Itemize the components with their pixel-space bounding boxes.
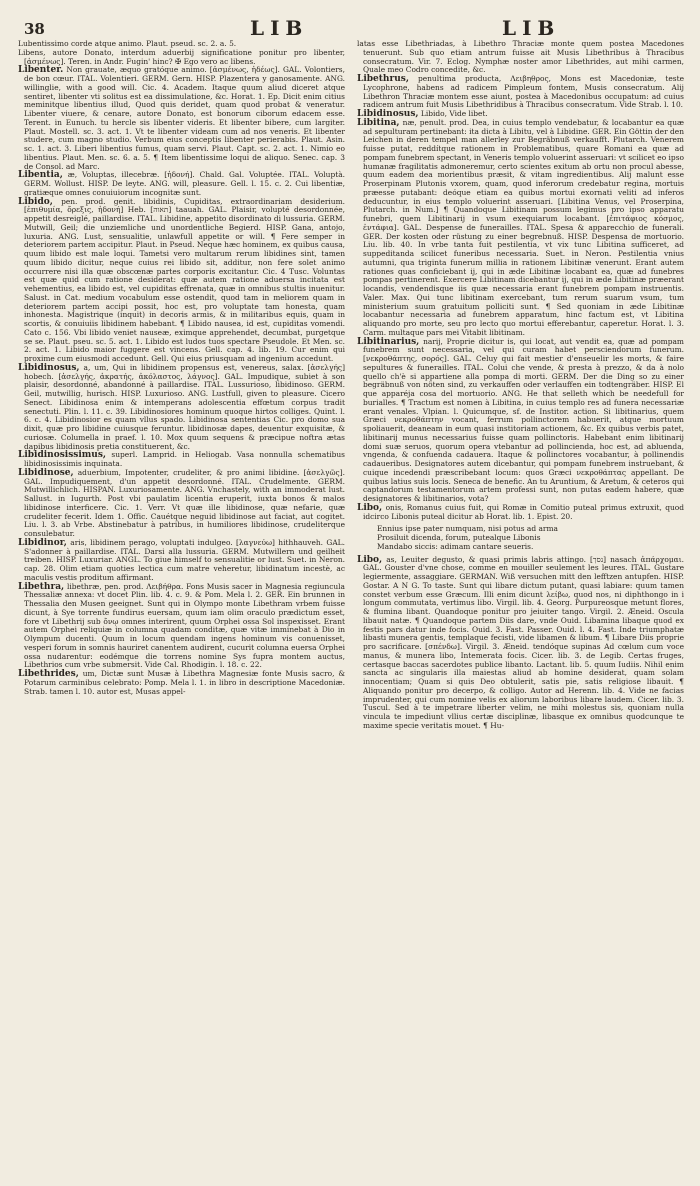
- dictionary-entry: [357, 119, 684, 338]
- entry-text: narij, Proprie dicitur is, qui locat, aut vendit ea, quæ ad pompam funebrem sunt necessaria, vel qui curam habet persciendorum funerum. [νεκροθάπτης, σορός]. GAL. Celuy qui fait mestier d'enseuelir les morts, & faire sepultures & funerailles. ITAL. Colui che vende, & presta à prezzo, & da à nolo quello ch'è si appartiene alla pompa di morti. GERM. Der die Ding so zu einer begräbnuß von nöten sind, zu verkauffen oder verlauffen ein todtengräber. HISP. El que apparéja cosa del mortuorio. ANG. He that selleth which be needefull for burialles. ¶ Tractum est nomen à Libitina, in cuius templo res ad funera necessariæ erant venales. Vlpian. l. Quicumque, sf. de Institor. action. Si libitinarius, quem Græci νεκροθάπτην vocant, ferrum pollinctorem habuerit, atque mortuum spoliauerit, deaneam in eum quasi institoriam actionem, &c. Ex quibus verbis patet, libitinarij munus necessarius fuisse quam pollinctoris. Habebant enim libitinarij domi suæ seruos, quorum opera vtebantur ad pollincienda, hoc est, ad abluenda, vngenda, & confuenda cadauera. Itaque & pollinctores vocabantur, à pollinendis cadaueribus. Designatores autem dicebantur, qui pompam funebrem instruebant, & cuique incedendi præscribebant locum: quos Græci νεκροθάπτας appellant. De quibus latius suis locis. Seneca de benefic. An tu Aruntium, & Aretum, & ceteros qui captandorum testamentorum artem professi sunt, non putas eadem habere, quæ designatores & libitinarios, vota?: [363, 336, 684, 503]
- entry-text: superl. Lamprid. in Heliogab. Vasa nonnulla schematibus libidinosissimis inquinata.: [24, 450, 345, 468]
- entry-headword: Libidinosus,: [18, 362, 80, 373]
- entry-text: pen. prod. genit. libidinis, Cupiditas, extraordinariam desiderium. [ἐπιθυμία, ὄρεξις, ἡδονή] Heb. [תאוה] taauah. GAL. Plaisir, volupté desordonnée, appetit desreiglé, paillardise. ITAL. Libidine, appetito disordinato di lussuria. GERM. Mutwill, Geil; die unziemliche und unordentliche Begierd. HISP. Gana, antojo, luxuria. ANG. Lust, sensualitie, unlawfull appetite or will. ¶ Fere semper in deteriorem partem accipitur. Plaut. in Pseud. Neque hæc hominem, ex quibus causa, quum libido est male loqui. Tametsi vero multarum rerum libidines sint, tamen quum libido dicitur, neque cuius rei libido sit, additur, non fere solet animo occurrere nisi illa quæ obscœnæ partes corporis excitantur. Cic. 4 Tusc. Voluntas est quæ quid cum ratione desiderat: quæ autem ratione aduersa incitata est vehementius, ea libido est, vel cupiditas effrenata, quæ in omnibus stultis inuenitur. Salust. in Cat. medium vocabulum esse ostendit, quod tam in meliorem quam in deteriorem partem accipi possit, hoc est, pro voluptate tam honesta, quam inhonesta. Magistrique (inquit) in decoris armis, & in militaribus equis, quam in scortis, & conuiuiis libidinem habebant. ¶ Libido nausea, id est, cupiditas vomendi. Cato c. 156. Vbi libido veniet nauseæ, eximque apprehendet, decumbat, purgetque se se. Plaut. pseu. sc. 5. act. 1. Libido est ludos tuos spectare Pseudole. Et Men. sc. 2. act. 1. Libido maior fuggere est vincens. Gell. cap. 4. lib. 19. Cur enim qui proxime cum eiusmodi accedunt. Gell. Qui eius priusquam ad ingenium accedunt.: [24, 196, 345, 363]
- entry-text: Lubentissimo corde atque animo. Plaut. pseud. sc. 2. a. 5.: [18, 40, 237, 48]
- entry-text: æ, Voluptas, illecebræ. [ἡδονή]. Chald. Gal. Voluptée. ITAL. Voluptà. GERM. Wollust. HISP. De leyte. ANG. will, pleasure. Gell. l. 15. c. 2. Cui libentiæ, gratiæque omnes conuiuiorum incognitæ sunt.: [24, 170, 345, 197]
- entry-headword: Libethrides,: [18, 669, 79, 679]
- entry-headword: Libidinosissimus,: [18, 450, 107, 461]
- dictionary-entry: [18, 171, 345, 197]
- entry-headword: Libitina,: [357, 117, 400, 128]
- dictionary-entry: [18, 670, 345, 696]
- entry-headword: Libo,: [357, 502, 383, 513]
- dictionary-entry: [357, 338, 684, 504]
- right-column: [357, 40, 684, 1170]
- running-head-right: LIB: [502, 16, 561, 40]
- entry-text: as, Leuiter degusto, & quasi primis labris attingo. [נסך] nasach ἀπάρχομαι. GAL. Gouster d'vne chose, comme en mouiller seulement les leures. ITAL. Gustare legiermente, assaggiare. GERMAN. Wiß versuchen mitt den lefftzen antupfen. HISP. Gostar. A N G. To taste. Sunt qui libare dictum putant, quasi labiare: quum tamen constet verbum esse Græcum. Illi enim dicunt λείβω, quod nos, ni diphthongo in i longum commutata, vertimus libo. Virgil. lib. 4. Georg. Purpureosque metunt flores, & flumina libant. Quandoque ponitur pro jeiuiter tango. Virgil. 2. Æneid. Oscula libauit natæ. ¶ Quandoque partem Diis dare, vnde Ouid. Libamina libaque quod ex festis pars datur inde focis. Ouid. 3. Fast. Passer. Ouid. l. 4. Fast. Inde triumphatæ libasti munera gentis, templaque fecisti, vide libamen & libum. ¶ Libare Diis proprie pro sacrificare. [σπένδω]. Virgil. 3. Æneid. tendóque supinas Ad cœlum cum voce manus, & munera libo, Intemerata focis. Cicer. lib. 3. de Legib. Certas fruges, certasque baccas sacerdotes publice libanto. Lactant. lib. 5. quum Iudiis. Nihil enim sancta ac singularis illa maiestas aliud ab homine desiderat, quam solam innocentiam; Quam si quis Deo obtulerit, satis pie, satis religiose libauit. ¶ Aliquando ponitur pro decerpo, & colligo. Autor ad Herenn. lib. 4. Vide ne facias imprudenter, qui cum nomine velis ex aliorum laboribus libare laudem. Cicer. lib. 3. Tuscul. Sed à te impetrare liberter velim, ne mihi molestus sis, quoniam nulla vincula te impediunt vllius certæ disciplinæ, libasque ex omnibus quodcunque te maxime specie veritatis mouet. ¶ Hu-: [363, 554, 684, 730]
- entry-text: um, Dictæ sunt Musæ à Libethra Magnesiæ fonte Musis sacro, & Potarum carminibus celebrato: Pomp. Mela l. 1. in libro in descriptione Macedoniæ. Strab. tamen l. 10. autor est, Musas appel-: [24, 669, 345, 696]
- dictionary-entry: [357, 75, 684, 110]
- dictionary-entry: [357, 40, 684, 75]
- entry-text: Libens, autore Donato, interdum aduerbij significatione ponitur pro libenter, [ἀσμένως]. Teren. in Andr. Fugin' hinc? ✠ Ego vero ac libens.: [18, 47, 345, 66]
- dictionary-entry: [18, 539, 345, 583]
- entry-text: onis, Romanus cuius fuit, qui Romæ in Comitio puteal primus extruxit, quod idcirco Libonis puteal dicitur ab Horat. lib. 1. Epist. 20.: [363, 502, 684, 521]
- dictionary-entry: [18, 49, 345, 67]
- entry-headword: Libidinor,: [18, 537, 67, 548]
- entry-text: Libido, Vide libet.: [420, 109, 488, 118]
- entry-headword: Libidinosus,: [357, 109, 419, 119]
- entry-headword: Libethrus,: [357, 74, 409, 84]
- entry-text: aris, libidinem perago, voluptati indulgeo. [λαγνεύω] hithhauveh. GAL. S'adonner à paillardise. ITAL. Darsi alla lussuria. GERM. Mutwillern und geilheit treiben. HISP. Luxuriar. ANGL. To giue himself to sensualitie or lust. Suet. in Neron. cap. 28. Olim etiam quoties lectica cum matre veheretur, libidinatum incestè, ac maculis vestis proditum affirmant.: [24, 537, 345, 582]
- dictionary-entry: [357, 504, 684, 522]
- page-header: [18, 14, 684, 40]
- dictionary-entry: [18, 364, 345, 452]
- page-number: 38: [24, 20, 45, 38]
- entry-headword: Libitinarius,: [357, 336, 420, 347]
- entry-headword: Libenter.: [18, 65, 64, 76]
- entry-headword: Libo,: [357, 554, 383, 565]
- entry-text: penultima producta, Λειβηθρος, Mons est Macedoniæ, teste Lycophrone, habens ad radicem Pimpleum fontem, Musis consecratum. Alij Libethron Thraciæ montem esse aiunt, postea à Macedonibus occupatum: ad cuius radicem antrum fuit Musis Libethridibus à Thracibus consecratum. Vide Strab. l. 10.: [363, 74, 684, 110]
- dictionary-entry: [18, 469, 345, 539]
- entry-headword: Libentia,: [18, 170, 63, 181]
- entry-text: næ, penult. prod. Dea, in cuius templo vendebatur, & locabantur ea quæ ad sepulturam pertinebant: ita dicta à Libitu, vel à Libidine. GER. Ein Göttin der den Leichen in deren tempel man allerley zur Begräbnuß verkaufft. Plutarch. Venerem fuisse putat, reddítque rationem in Problematibus, quare Romani ea quæ ad pompam funebrem spectant, in Veneris templo voluerint asseruari: vt scilicet eo ipso humanæ fragilitatis admoneremur, certo scientes exitum ab ortu non procul abesse, quum eadem dea morientibus præsit, & vitam ingredientibus. Alij malunt esse Proserpinam Plutonis vxorem, quam, quod inferorum credebatur regina, mortuis præesse putabant: deóque etiam ea quibus mortui exornati veliti ad inferos deducuntur, in eius templo voluerint asseruari. [Libitina Venus, vel Proserpina, Plutarch. in Num.] ¶ Quandoque Libitinam possum legimus pro ipso apparatu funebri, quem Libitinarij in vsum exequiarum locabant. [ἐπιτάφιος κόσμος, ἐντάφια]. GAL. Despense de funerailles. ITAL. Spesa & apparecchio de funerali. GER. Der kosten oder rüstung zu einer begrebnuß. HISP. Despensa de mortuorio. Liu. lib. 40. In vrbe tanta fuit pestilentia, vt vix tunc Libitina sufficeret, ad suppeditanda scilicet funeribus necessaria. Suet. in Neron. Pestilentia vnius autumni, qua triginta funerum millia in rationem Libitinæ venerunt. Erant autem rationes quas conficiebant ij, qui in æde Libitinæ locabant ea, quæ ad funebres pompas pertinerent. Exercere Libitinam dicebantur ij, qui in æde Libitinæ præerant locandis, vendendisque iis quæ necessaria erant funebrem pompam instruentis. Valer. Max. Qui tunc libitinam exercebant, tum rerum suarum vsum, tum ministerium suum gratuitum polliciti sunt. ¶ Sed quoniam in æde Libitinæ locabantur necessaria ad funebrem apparatum, hinc factum est, vt Libitina aliquando pro morte, seu pro lecto quo mortui efferebantur, caperetur. Horat. l. 3. Carm. multaque pars mei Vitabit libitinam.: [363, 117, 684, 337]
- dictionary-entry: [18, 451, 345, 469]
- entry-text: a, um, Qui in libidinem propensus est, venereus, salax. [ἀσελγής] hobech. [ἀσελγής, ἀκρατής, ἀκόλαστος, λάγνος]. GAL. Impudique, subiet à son plaisir, desordonné, abandonné à paillardise. ITAL. Lussurioso, libidinoso. GERM. Geil, mutwillig, hurisch. HISP. Luxurioso. ANG. Lustfull, given to pleasure. Cicero Senect. Libidinosa enim & intemperans adolescentia effœtum corpus tradit senectuti. Plin. l. 11. c. 39. Libidinosiores hominum quoque hirtos colliges. Quint. l. 6. c. 4. Libidinosior es quam vllus spado. Libidinosa sententias Cic. pro domo sua dixit, quæ pro libidine cuiusque feruntur. libidinosæ dapes, deuentur exquisitæ, & curiosæ. Columella in praef. l. 10. Mox quum sequens & præcipue noftra ætas dapibus libidinosis pretia constituerent, &c.: [24, 362, 345, 451]
- entry-headword: Libethra,: [18, 581, 65, 592]
- dictionary-entry: [18, 583, 345, 671]
- dictionary-entry: [18, 66, 345, 171]
- entry-headword: Libidinose,: [18, 467, 74, 478]
- dictionary-entry: [357, 556, 684, 731]
- dictionary-entry: [18, 198, 345, 364]
- entry-text: latas esse Libethriadas, à Libethro Thraciæ monte quem postea Macedones tenuerunt. Sub quo etiam antrum fuisse ait Musis Libethribus à Thracibus consecratum. Vir. 7. Eclog. Nymphæ noster amor Libethrides, aut mihi carmen, Quale meo Codro concedite, &c.: [357, 40, 684, 75]
- left-column: [18, 40, 345, 1170]
- verse-quotation: Ennius ipse pater numquam, nisi potus ad arma Prosiluit dicenda, forum, putealque Libonis Mandabo siccis: adimam cantare seueris.: [377, 524, 558, 551]
- running-head-left: LIB: [250, 16, 309, 40]
- entry-text: aduerbium, Impotenter, crudeliter, & pro animi libidine. [ἀσελγῶς]. GAL. Impudiquement, d'un appetit desordonné. ITAL. Crudelmente. GERM. Mutwillichlich. HISPAN. Luxuriosamente. ANG. Vnchastely, with an immoderat lust. Sallust. in Iugurth. Post vbi paulatim licentia eruperit, iuxta bonos & malos libidinose interficere. Cic. 1. Verr. Vt quæ ille libidinose, quæ nefarie, quæ crudeliter fecerit. Idem 1. Offic. Cauétque neguid libidinose aut faciat, aut cogitet. Liu. l. 3. ab Vrbe. Abstinebatur à patribus, in humiliores libidinose, crudeliterque consulebatur.: [24, 467, 345, 538]
- entry-text: Non grauate, æquo gratóque animo. [ἀσμένως, ἡδέως]. GAL. Volontiers, de bon cœur. ITAL. Volentieri. GERM. Gern. HISP. Plazentera y ganosamente. ANG. willinglie, with a good will. Cic. 4. Academ. Itaque quum aliud diceret atque sentiret, libenter vti solitus est ea dissimulatione, &c. Horat. 1. Ep. Dicit enim citius meminitque libentius illud, Quod quis deridet, quam quod probat & veneratur. Libenter viuere, & cenare, autore Donato, est bonorum ciborum edacem esse. Terent. in Eunuch. tu hercle sis libenter videris. Et libenter bibere, cum largiter. Plaut. Mostell. sc. 3. act. 1. Vt te libenter videam cum ad nos veneris. Et libenter studere, cum magno studio. Verbum eius conceptis libenter perierabis. Plaut. Asin. sc. 1. act. 3. Liberi libentius fumus, quam servi. Plaut. Capt. sc. 2. act. 1. Nimio eo libentius. Plaut. Men. sc. 6. a. 5. ¶ Item libentissime loqui de aliquo. Senec. cap. 3 de Consol. ad Marc.: [24, 65, 345, 171]
- entry-text: libethræ, pen. prod. Λειβήθρα. Fons Musis sacer in Magnesia regiuncula Thessaliæ annexa: vt docet Plin. lib. 4. c. 9. & Pom. Mela l. 2. GER. Ein brunnen in Thessalia den Musen geeignet. Sunt qui in Olympo monte Libethram vrbem fuisse dicunt, à Sye torrente fundirus euersam, quum iam olim oraculo prædictum esset, fore vt Libethrij sub ὄνῳ omnes interirent, quum Orphei ossa Sol inspexisset. Erant autem Orphei reliquiæ in columna quadam conditæ, quæ vitæ imminebat à Dio in Olympum ducenti. Quum in locum quendam ingens hominum vis conuenisset, vesperi forum in somnis hauriret canentem audirent, cucurit columna euersa Orphei ossa nudarentur: eodémque die torrens nomine Sys fupra montem auctus, Libethrios cum vrbe submersit. Vide Cal. Rhodigin. l. 18. c. 22.: [24, 581, 345, 670]
- entry-headword: Libido,: [18, 196, 53, 207]
